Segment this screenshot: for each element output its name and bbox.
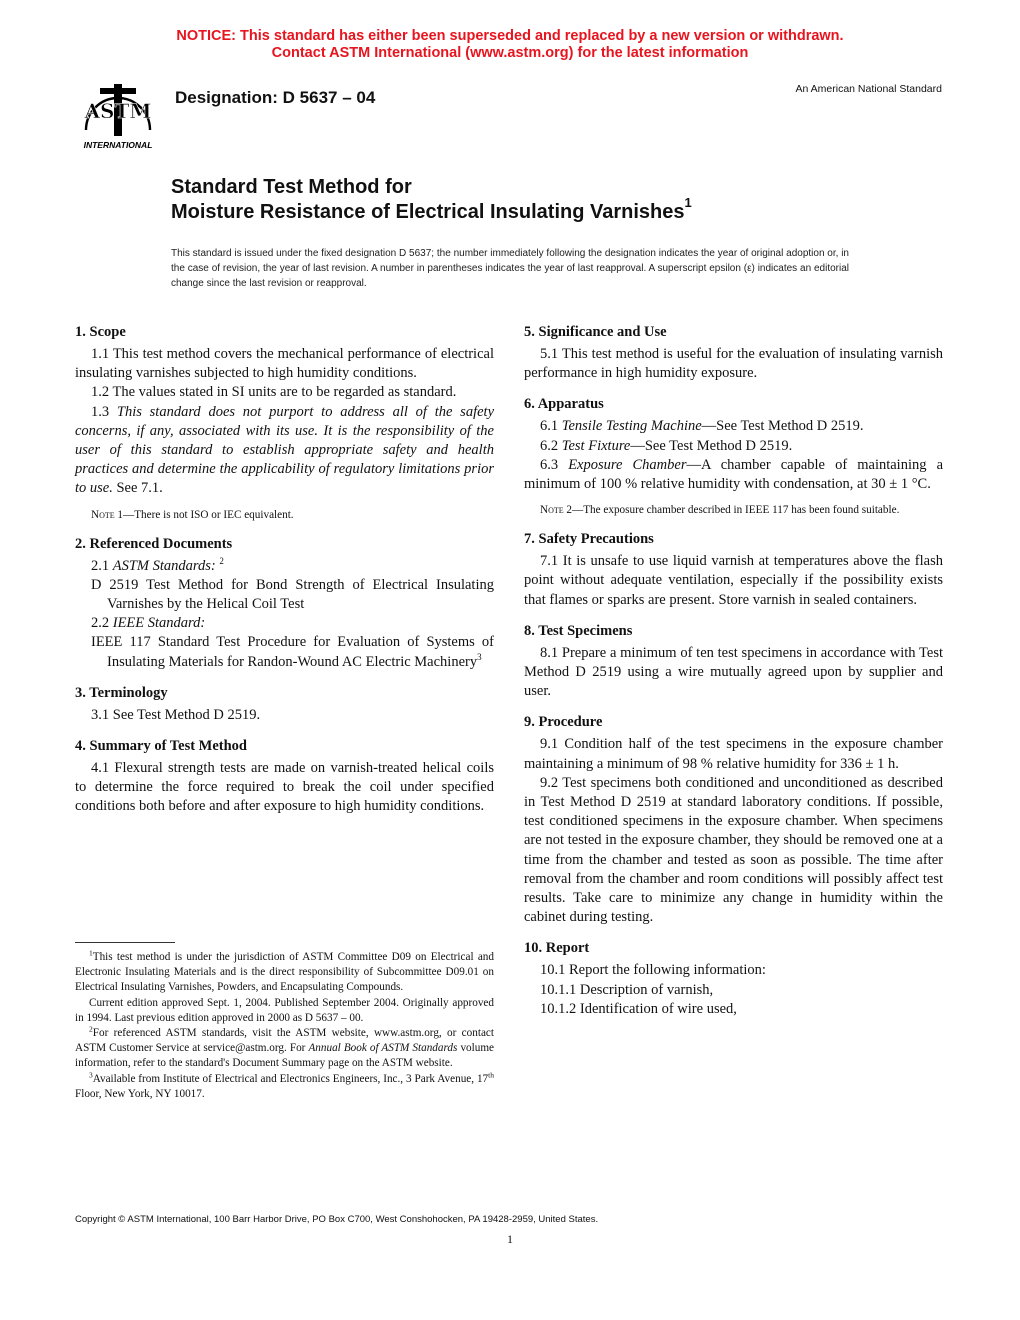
- withdrawal-notice: [0, 28, 1020, 62]
- section-heading: 2. Referenced Documents: [75, 535, 233, 552]
- notice-line-2: Contact ASTM International (www.astm.org) for the latest information: [271, 45, 749, 61]
- paragraph: 5.1 This test method is useful for the evaluation of insulating varnish performance in high humidity exposure.: [524, 346, 943, 382]
- astm-logo: [72, 76, 164, 152]
- left-column: [75, 322, 494, 828]
- paragraph: 4.1 Flexural strength tests are made on varnish-treated helical coils to determine the force required to break the coil under specified conditions both before and after exposure to high humidity conditions.: [75, 760, 494, 815]
- section-heading: 5. Significance and Use: [524, 324, 667, 340]
- paragraph: 3.1 See Test Method D 2519.: [91, 706, 261, 723]
- paragraph: 6.3 Exposure Chamber—A chamber capable of maintaining a minimum of 100 % relative humidity with condensation, at 30 ± 1 °C.: [524, 456, 944, 493]
- section-scope: [75, 322, 494, 523]
- footnote-divider: [75, 942, 175, 943]
- title-line-2: Moisture Resistance of Electrical Insulating Varnishes$^1$: [171, 195, 692, 223]
- paragraph: 7.1 It is unsafe to use liquid varnish at temperatures above the flash point without adequate ventilation, especially if the possibility exists that flames or sparks are present. Store varnish in sealed containers.: [524, 553, 943, 608]
- paragraph: 6.1 Tensile Testing Machine—See Test Method D 2519.: [540, 418, 864, 435]
- note: Note 2—The exposure chamber described in IEEE 117 has been found suitable.: [540, 504, 900, 517]
- section-terminology: [75, 683, 494, 725]
- section-heading: 4. Summary of Test Method: [75, 738, 247, 755]
- section-heading: 8. Test Specimens: [524, 622, 633, 639]
- section-heading: 1. Scope: [75, 324, 126, 340]
- section-heading: 7. Safety Precautions: [524, 531, 654, 548]
- logo-text: ASTM: [84, 99, 152, 123]
- section-heading: 9. Procedure: [524, 714, 603, 731]
- page-number: 1: [507, 1232, 513, 1246]
- designation: Designation: D 5637 – 04: [175, 88, 376, 107]
- reference-entry: D 2519 Test Method for Bond Strength of Electrical Insulating Varnishes by the Helical Coil Test: [91, 576, 494, 613]
- footnote-3: $^3$Available from Institute of Electrical and Electronics Engineers, Inc., 3 Park Avenue, 17th Floor, New York, NY 10017.: [75, 1069, 494, 1100]
- paragraph: 1.1 This test method covers the mechanical performance of electrical insulating varnishes subjected to high humidity conditions.: [75, 346, 494, 382]
- standard-issuance-note: This standard is issued under the fixed designation D 5637; the number immediately following the designation indicates the year of original adoption or, in the case of revision, the year of last revision. A number in parentheses indicates the year of last reapproval. A superscript epsilon (ε) indicates an editorial change since the last revision or reapproval.: [171, 248, 849, 289]
- title-line-1: Standard Test Method for: [171, 176, 412, 198]
- reference-entry: IEEE 117 Standard Test Procedure for Evaluation of Systems of Insulating Materials for Randon-Wound AC Electric Machinery$^3$: [91, 634, 494, 670]
- title-footnote-ref: 1: [684, 195, 692, 211]
- paragraph: 2.2 IEEE Standard:: [91, 615, 206, 632]
- section-heading: 10. Report: [524, 940, 590, 957]
- section-apparatus: [524, 394, 943, 518]
- paragraph: 1.2 The values stated in SI units are to be regarded as standard.: [91, 384, 457, 401]
- american-national-standard: An American National Standard: [795, 83, 942, 95]
- paragraph: 9.1 Condition half of the test specimens in the exposure chamber maintaining a minimum of 98 % relative humidity for 336 ± 1 h.: [524, 736, 943, 772]
- paragraph: 8.1 Prepare a minimum of ten test specimens in accordance with Test Method D 2519 using a wire mutually agreed upon by supplier and user.: [524, 644, 943, 700]
- paragraph: 10.1.1 Description of varnish,: [540, 981, 714, 998]
- section-specimens: [524, 621, 943, 702]
- section-heading: 6. Apparatus: [524, 396, 604, 413]
- paragraph: 6.2 Test Fixture—See Test Method D 2519.: [540, 437, 793, 454]
- footnote-1: $^1$This test method is under the jurisdiction of ASTM Committee D09 on Electrical and Electronic Insulating Materials and is the direct responsibility of Subcommittee D09.01 on Electrical Insulating Varnishes, Powders, and Encapsulating Compounds.: [75, 948, 494, 994]
- paragraph: 10.1 Report the following information:: [540, 962, 766, 979]
- note: Note 1—There is not ISO or IEC equivalent.: [91, 508, 294, 521]
- section-summary: [75, 736, 494, 817]
- copyright: Copyright © ASTM International, 100 Barr Harbor Drive, PO Box C700, West Conshohocken, PA 19428-2959, United States.: [75, 1214, 599, 1225]
- section-procedure: [524, 712, 943, 927]
- right-column: [524, 322, 943, 1030]
- footnote-1-edition: Current edition approved Sept. 1, 2004. Published September 2004. Originally approved in 1994. Last previous edition approved in 2000 as D 5637 – 00.: [75, 996, 494, 1024]
- footnotes: [75, 950, 494, 1102]
- notice-line-1: NOTICE: This standard has either been superseded and replaced by a new version or withdrawn.: [176, 28, 844, 44]
- section-referenced-documents: [75, 534, 494, 672]
- paragraph: 1.3 This standard does not purport to address all of the safety concerns, if any, associated with its use. It is the responsibility of the user of this standard to establish appropriate safety and health practices and determine the applicability of regulatory limitations prior to use. See 7.1.: [75, 403, 495, 497]
- section-significance: [524, 322, 943, 383]
- section-heading: 3. Terminology: [75, 684, 168, 701]
- section-report: [524, 938, 943, 1019]
- paragraph: 10.1.2 Identification of wire used,: [540, 1000, 737, 1017]
- paragraph: 9.2 Test specimens both conditioned and unconditioned as described in Test Method D 2519 at standard laboratory conditions. If possible, test conditioned specimens in the exposure chamber. When specimens are not tested in the exposure chamber, they should be removed one at a time from the chamber and tested as soon as possible. The time after removal from the chamber and room conditions will possibly affect test results. Take care to minimize any change in humidity within the cabinet during testing.: [524, 774, 943, 926]
- logo-subtext: INTERNATIONAL: [83, 140, 153, 150]
- section-safety: [524, 529, 943, 610]
- paragraph: 2.1 ASTM Standards: $^2$: [91, 555, 224, 574]
- footnote-2: $^2$For referenced ASTM standards, visit the ASTM website, www.astm.org, or contact ASTM Customer Service at service@astm.org. For Annual Book of ASTM Standards volume information, refer to the standard's Document Summary page on the ASTM website.: [75, 1024, 494, 1070]
- document-title: [171, 175, 692, 225]
